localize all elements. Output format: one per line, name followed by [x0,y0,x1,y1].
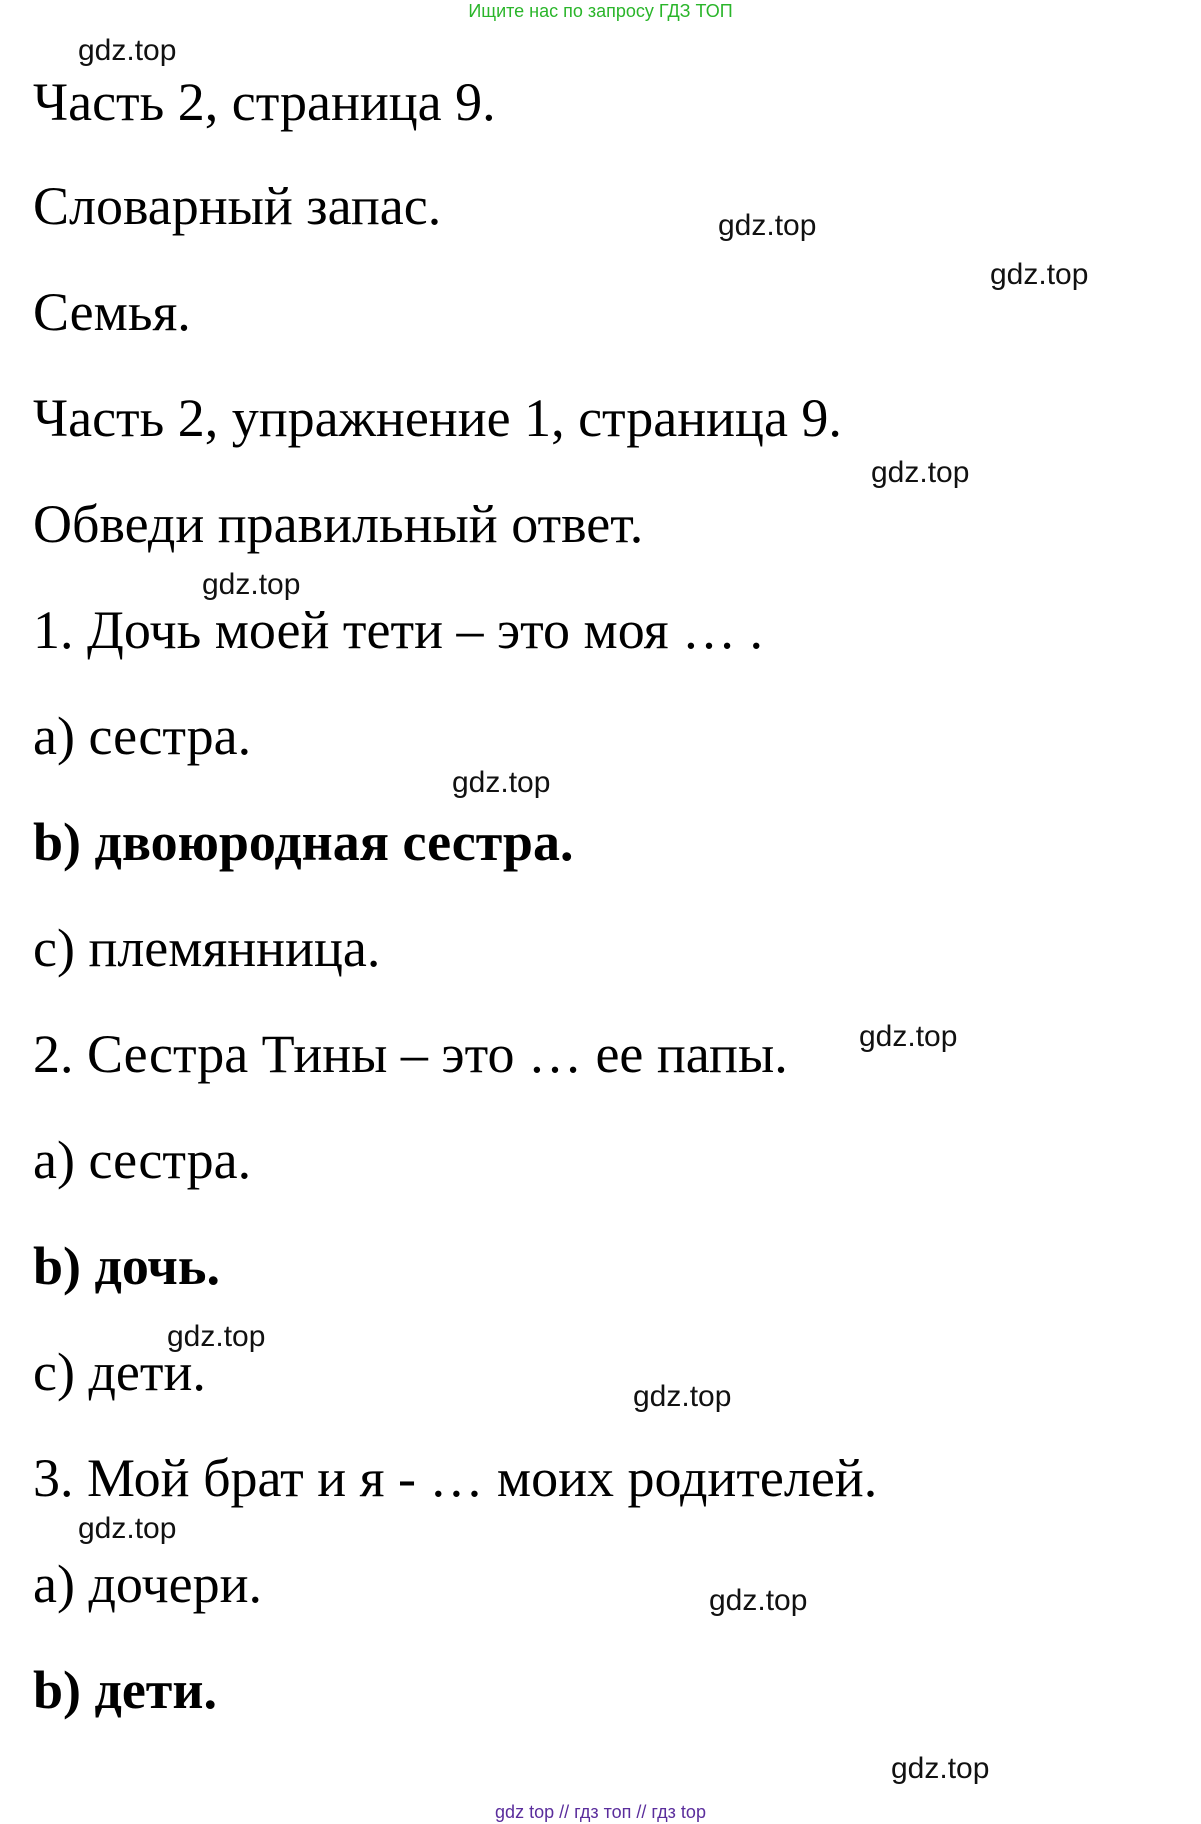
instruction-text: Обведи правильный ответ. [33,494,644,554]
watermark: gdz.top [891,1752,990,1785]
watermark: gdz.top [452,766,551,799]
answer-2c: c) дети. [33,1342,206,1402]
watermark: gdz.top [990,258,1089,291]
watermark: gdz.top [78,1512,177,1545]
part-page-heading: Часть 2, страница 9. [33,72,496,132]
top-banner: Ищите нас по запросу ГДЗ ТОП [468,1,733,21]
answer-1b-correct: b) двоюродная сестра. [33,812,574,872]
watermark: gdz.top [859,1020,958,1053]
question-2: 2. Сестра Тины – это … ее папы. [33,1024,788,1084]
watermark: gdz.top [871,456,970,489]
watermark: gdz.top [709,1584,808,1617]
footer-links: gdz top // гдз топ // гдз top [495,1802,706,1822]
exercise-heading: Часть 2, упражнение 1, страница 9. [33,388,842,448]
answer-3b-correct: b) дети. [33,1660,217,1720]
question-1: 1. Дочь моей тети – это моя … . [33,600,764,660]
topic-title: Семья. [33,282,191,342]
watermark: gdz.top [202,568,301,601]
answer-2a: а) сестра. [33,1130,252,1190]
answer-2b-correct: b) дочь. [33,1236,220,1296]
watermark: gdz.top [167,1320,266,1353]
watermark: gdz.top [718,209,817,242]
question-3: 3. Мой брат и я - … моих родителей. [33,1448,878,1508]
watermark: gdz.top [633,1380,732,1413]
section-title: Словарный запас. [33,176,442,236]
answer-1c: c) племянница. [33,918,381,978]
watermark: gdz.top [78,34,177,67]
answer-3a: а) дочери. [33,1554,263,1614]
answer-1a: а) сестра. [33,706,252,766]
